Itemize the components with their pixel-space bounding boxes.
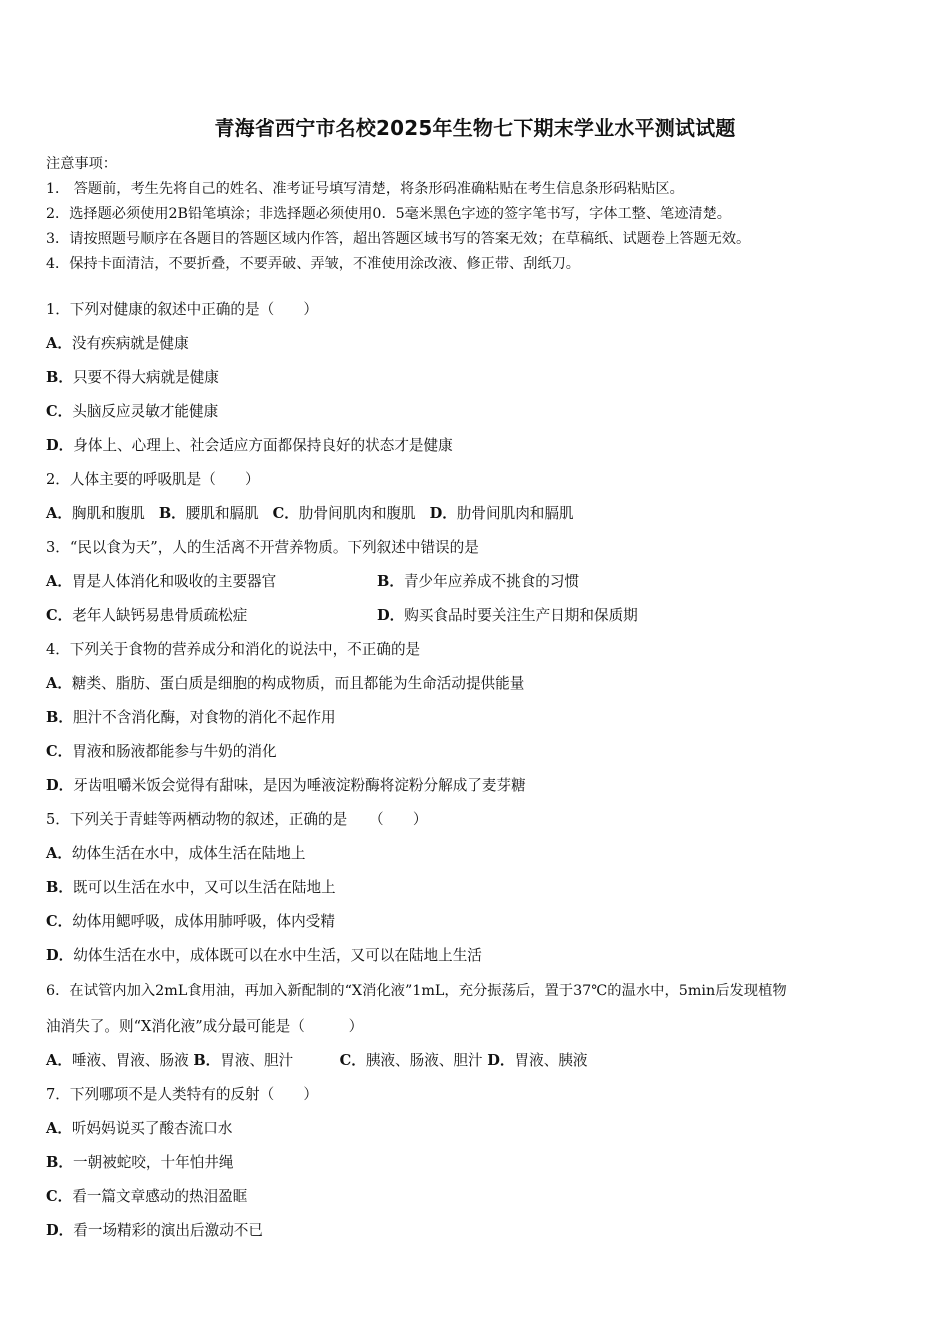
- option-text: 只要不得大病就是健康: [72, 369, 219, 386]
- option-text: 胃液、胆汁: [220, 1052, 294, 1069]
- question-1-stem: 1．下列对健康的叙述中正确的是（ ）: [46, 301, 318, 318]
- question-1-option-a: [46, 334, 916, 354]
- option-letter: D．: [46, 777, 74, 794]
- question-6-stem-line-2: 油消失了。则“X消化液”成分最可能是（ ）: [46, 1018, 364, 1035]
- option-text: 肋骨间肌肉和膈肌: [456, 505, 574, 522]
- option-letter: A．: [46, 845, 72, 862]
- option-text: 老年人缺钙易患骨质疏松症: [72, 607, 248, 624]
- question-5-stem: 5．下列关于青蛙等两栖动物的叙述，正确的是 （ ）: [46, 811, 428, 828]
- question-3-options-row-2: [46, 606, 916, 626]
- question-4-option-b: [46, 708, 916, 728]
- notice-item: 1． 答题前，考生先将自己的姓名、准考证号填写清楚，将条形码准确粘贴在考生信息条形码粘贴区。: [46, 181, 684, 197]
- option-text: 唾液、胃液、肠液: [71, 1052, 189, 1069]
- question-1-option-b: [46, 368, 916, 388]
- option-letter: B．: [46, 1154, 73, 1171]
- option-text: 一朝被蛇咬，十年怕井绳: [72, 1154, 234, 1171]
- option-letter: C．: [46, 1188, 73, 1205]
- option-text: 胃液、胰液: [514, 1052, 588, 1069]
- option-text: 身体上、心理上、社会适应方面都保持良好的状态才是健康: [73, 437, 453, 454]
- notice-item: 4．保持卡面清洁，不要折叠，不要弄破、弄皱，不准使用涂改液、修正带、刮纸刀。: [46, 256, 580, 272]
- question-4-option-c: [46, 742, 916, 762]
- option-letter: C．: [46, 743, 73, 760]
- option-letter: D．: [377, 607, 405, 624]
- option-letter: B．: [46, 709, 73, 726]
- option-letter: B．: [158, 505, 186, 522]
- question-3-option-b: [377, 572, 579, 592]
- option-letter: C．: [46, 403, 73, 420]
- question-1-option-c: [46, 402, 916, 422]
- question-6-options: [46, 1051, 916, 1071]
- option-text: 胃液和肠液都能参与牛奶的消化: [72, 743, 277, 760]
- notice-item: 2．选择题必须使用2B铅笔填涂；非选择题必须使用0．5毫米黑色字迹的签字笔书写，字体工整、笔迹清楚。: [46, 206, 731, 222]
- question-2-stem: 2．人体主要的呼吸肌是（ ）: [46, 471, 260, 488]
- option-letter: D．: [46, 1222, 74, 1239]
- question-3-option-c: [46, 606, 377, 626]
- option-letter: B．: [46, 369, 73, 386]
- option-text: 看一篇文章感动的热泪盈眶: [72, 1188, 248, 1205]
- option-text: 头脑反应灵敏才能健康: [72, 403, 219, 420]
- option-text: 既可以生活在水中，又可以生活在陆地上: [72, 879, 336, 896]
- option-letter: C．: [339, 1052, 366, 1069]
- question-4-stem: 4．下列关于食物的营养成分和消化的说法中，不正确的是: [46, 641, 421, 658]
- question-7-option-d: [46, 1221, 916, 1241]
- option-letter: B．: [193, 1052, 221, 1069]
- question-3-stem: 3．“民以食为天”，人的生活离不开营养物质。下列叙述中错误的是: [46, 539, 479, 556]
- notice-item: 3．请按照题号顺序在各题目的答题区域内作答，超出答题区域书写的答案无效；在草稿纸、试题卷上答题无效。: [46, 231, 751, 247]
- option-text: 看一场精彩的演出后激动不已: [73, 1222, 263, 1239]
- option-text: 幼体生活在水中，成体既可以在水中生活，又可以在陆地上生活: [73, 947, 482, 964]
- option-letter: A．: [46, 505, 72, 522]
- question-5-option-b: [46, 878, 916, 898]
- notice-heading: 注意事项：: [46, 156, 117, 172]
- question-5-option-d: [46, 946, 916, 966]
- question-3-options-row-1: [46, 572, 916, 592]
- option-text: 糖类、脂肪、蛋白质是细胞的构成物质，而且都能为生命活动提供能量: [71, 675, 525, 692]
- question-3-option-d: [377, 606, 638, 626]
- page-title: 青海省西宁市名校2025年生物七下期末学业水平测试试题: [214, 116, 736, 140]
- option-text: 肋骨间肌肉和腹肌: [298, 505, 416, 522]
- option-text: 胆汁不含消化酶，对食物的消化不起作用: [72, 709, 336, 726]
- question-3-option-a: [46, 572, 377, 592]
- option-text: 没有疾病就是健康: [71, 335, 189, 352]
- option-text: 幼体生活在水中，成体生活在陆地上: [71, 845, 306, 862]
- option-letter: A．: [46, 1120, 72, 1137]
- notice-section: [46, 152, 916, 277]
- option-text: 牙齿咀嚼米饭会觉得有甜味，是因为唾液淀粉酶将淀粉分解成了麦芽糖: [73, 777, 526, 794]
- question-1-option-d: [46, 436, 916, 456]
- option-text: 胸肌和腹肌: [71, 505, 145, 522]
- question-4-option-d: [46, 776, 916, 796]
- question-5-option-c: [46, 912, 916, 932]
- option-letter: D．: [487, 1052, 515, 1069]
- question-7-stem: 7．下列哪项不是人类特有的反射（ ）: [46, 1086, 318, 1103]
- option-text: 幼体用鳃呼吸，成体用肺呼吸，体内受精: [72, 913, 335, 930]
- option-letter: A．: [46, 573, 72, 590]
- option-letter: B．: [46, 879, 73, 896]
- option-text: 青少年应养成不挑食的习惯: [403, 573, 580, 590]
- option-letter: A．: [46, 675, 72, 692]
- option-letter: D．: [46, 437, 74, 454]
- option-text: 购买食品时要关注生产日期和保质期: [404, 607, 638, 624]
- question-5-option-a: [46, 844, 916, 864]
- option-letter: C．: [46, 607, 73, 624]
- question-6-stem-line-1: 6．在试管内加入2mL食用油，再加入新配制的“X消化液”1mL，充分振荡后，置于37℃的温水中，5min后发现植物: [46, 983, 787, 999]
- option-letter: D．: [429, 505, 457, 522]
- question-4-option-a: [46, 674, 916, 694]
- option-text: 腰肌和膈肌: [185, 505, 259, 522]
- option-letter: D．: [46, 947, 74, 964]
- option-letter: C．: [46, 913, 73, 930]
- question-7-option-b: [46, 1153, 916, 1173]
- question-7-option-a: [46, 1119, 916, 1139]
- option-text: 胰液、肠液、胆汁: [365, 1052, 483, 1069]
- question-2-options: [46, 504, 916, 524]
- question-7-option-c: [46, 1187, 916, 1207]
- option-letter: A．: [46, 335, 72, 352]
- option-letter: A．: [46, 1052, 72, 1069]
- option-text: 胃是人体消化和吸收的主要器官: [71, 573, 277, 590]
- option-letter: B．: [377, 573, 404, 590]
- option-letter: C．: [272, 505, 299, 522]
- option-text: 听妈妈说买了酸杏流口水: [71, 1120, 233, 1137]
